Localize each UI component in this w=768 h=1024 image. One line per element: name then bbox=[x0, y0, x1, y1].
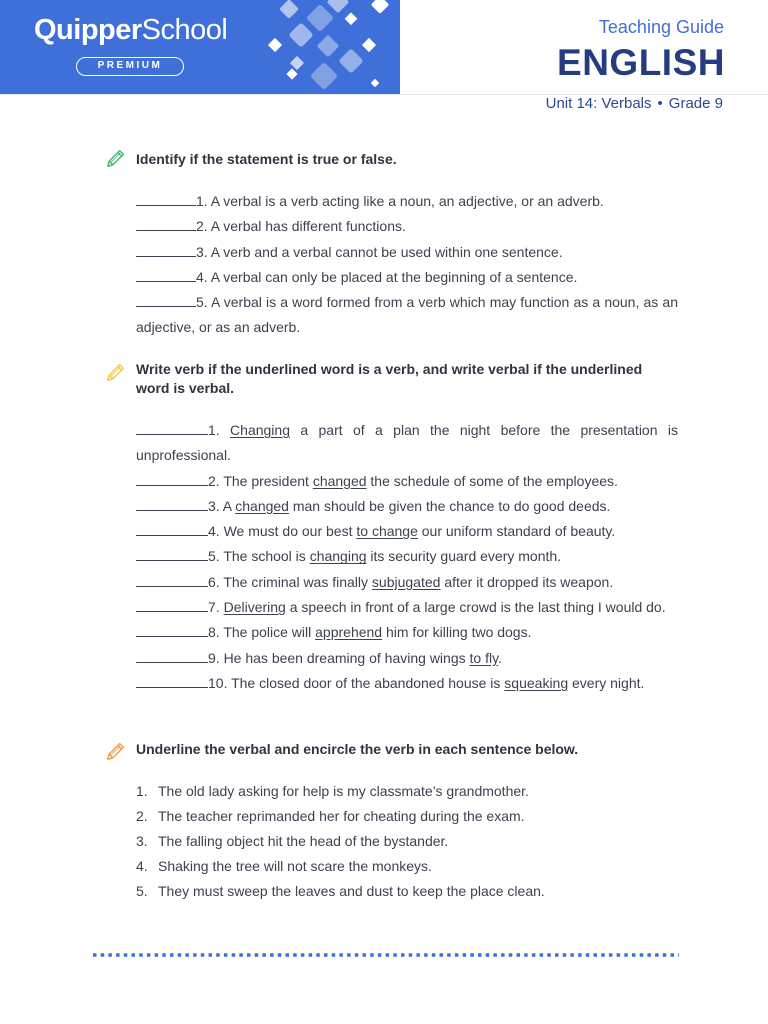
answer-blank bbox=[136, 573, 208, 587]
list-item: 5. A verbal is a word formed from a verb which may function as a noun, as an adjective, or as an adverb. bbox=[136, 294, 678, 336]
instruction-text: Underline the verbal and encircle the verb in each sentence below. bbox=[136, 741, 579, 757]
underlined-word: apprehend bbox=[315, 624, 383, 641]
answer-blank bbox=[136, 522, 208, 536]
answer-blank bbox=[136, 192, 196, 206]
answer-blank bbox=[136, 674, 208, 688]
list-item: 2. The teacher reprimanded her for cheating during the exam. bbox=[136, 808, 525, 825]
dotted-divider bbox=[92, 953, 680, 957]
answer-blank bbox=[136, 421, 208, 435]
list-item: 10. The closed door of the abandoned house is squeaking every night. bbox=[136, 671, 678, 696]
answer-blank bbox=[136, 598, 208, 612]
premium-badge: PREMIUM bbox=[76, 57, 184, 76]
header-banner bbox=[0, 0, 400, 95]
section-instruction bbox=[136, 740, 678, 759]
answer-blank bbox=[136, 268, 196, 282]
underlined-word: changed bbox=[312, 472, 367, 489]
section-underline-encircle bbox=[136, 740, 678, 904]
list-item: 4. A verbal can only be placed at the beginning of a sentence. bbox=[136, 265, 678, 290]
underlined-word: to change bbox=[356, 523, 418, 540]
list-item: 3. A changed man should be given the chance to do good deeds. bbox=[136, 494, 678, 519]
answer-blank bbox=[136, 293, 196, 307]
underlined-word: Delivering bbox=[223, 599, 286, 616]
answer-blank bbox=[136, 497, 208, 511]
sentence-list bbox=[136, 779, 678, 904]
pencil-icon bbox=[105, 361, 127, 383]
list-item: 2. A verbal has different functions. bbox=[136, 214, 678, 239]
list-item: 3. A verb and a verbal cannot be used within one sentence. bbox=[136, 240, 678, 265]
grade-label: Grade 9 bbox=[668, 95, 723, 112]
underlined-word: Changing bbox=[230, 422, 290, 438]
instruction-text: Write verb if the underlined word is a verb, and write verbal if the underlined word is verbal. bbox=[136, 361, 643, 396]
instruction-text: Identify if the statement is true or false. bbox=[136, 151, 397, 167]
list-item: 7. Delivering a speech in front of a large crowd is the last thing I would do. bbox=[136, 595, 678, 620]
list-item: 6. The criminal was finally subjugated after it dropped its weapon. bbox=[136, 570, 678, 595]
unit-label: Unit 14: Verbals bbox=[545, 95, 652, 112]
list-item: 1. Changing a part of a plan the night before the presentation is unprofessional. bbox=[136, 422, 678, 464]
list-item: 5. The school is changing its security guard every month. bbox=[136, 544, 678, 569]
logo-light: School bbox=[141, 14, 228, 46]
underlined-word: squeaking bbox=[504, 674, 569, 691]
diamond-pattern-icon bbox=[262, 0, 400, 95]
section-verb-verbal bbox=[136, 360, 678, 696]
separator-dot: • bbox=[657, 95, 663, 112]
underlined-word: subjugated bbox=[371, 573, 441, 590]
list-item: 1. The old lady asking for help is my classmate’s grandmother. bbox=[136, 783, 529, 799]
list-item: 1. A verbal is a verb acting like a noun, an adjective, or an adverb. bbox=[136, 189, 678, 214]
list-item: 2. The president changed the schedule of some of the employees. bbox=[136, 469, 678, 494]
underlined-word: to fly bbox=[469, 649, 499, 666]
section-instruction bbox=[136, 150, 678, 169]
logo-bold: Quipper bbox=[34, 14, 142, 46]
answer-blank bbox=[136, 472, 208, 486]
teaching-guide-label: Teaching Guide bbox=[598, 17, 724, 37]
list-item: 8. The police will apprehend him for killing two dogs. bbox=[136, 620, 678, 645]
section-instruction bbox=[136, 360, 678, 398]
pencil-icon bbox=[105, 147, 127, 169]
answer-blank bbox=[136, 243, 196, 257]
section-true-false bbox=[136, 150, 678, 341]
answer-blank bbox=[136, 547, 208, 561]
list-item: 9. He has been dreaming of having wings to fly. bbox=[136, 646, 678, 671]
quipper-school-logo bbox=[34, 14, 227, 47]
list-item: 4. Shaking the tree will not scare the monkeys. bbox=[136, 858, 432, 875]
list-item: 5. They must sweep the leaves and dust to keep the place clean. bbox=[136, 883, 545, 900]
underlined-word: changed bbox=[235, 497, 289, 514]
underlined-word: changing bbox=[309, 548, 367, 565]
answer-blank bbox=[136, 649, 208, 663]
answer-blank bbox=[136, 623, 208, 637]
list-item: 4. We must do our best to change our uniform standard of beauty. bbox=[136, 519, 678, 544]
verb-verbal-list bbox=[136, 418, 678, 696]
unit-grade-line bbox=[546, 95, 723, 112]
answer-blank bbox=[136, 217, 196, 231]
true-false-list bbox=[136, 189, 678, 341]
subject-title: ENGLISH bbox=[557, 42, 725, 83]
list-item: 3. The falling object hit the head of the bystander. bbox=[136, 833, 449, 850]
pencil-icon bbox=[105, 740, 127, 762]
